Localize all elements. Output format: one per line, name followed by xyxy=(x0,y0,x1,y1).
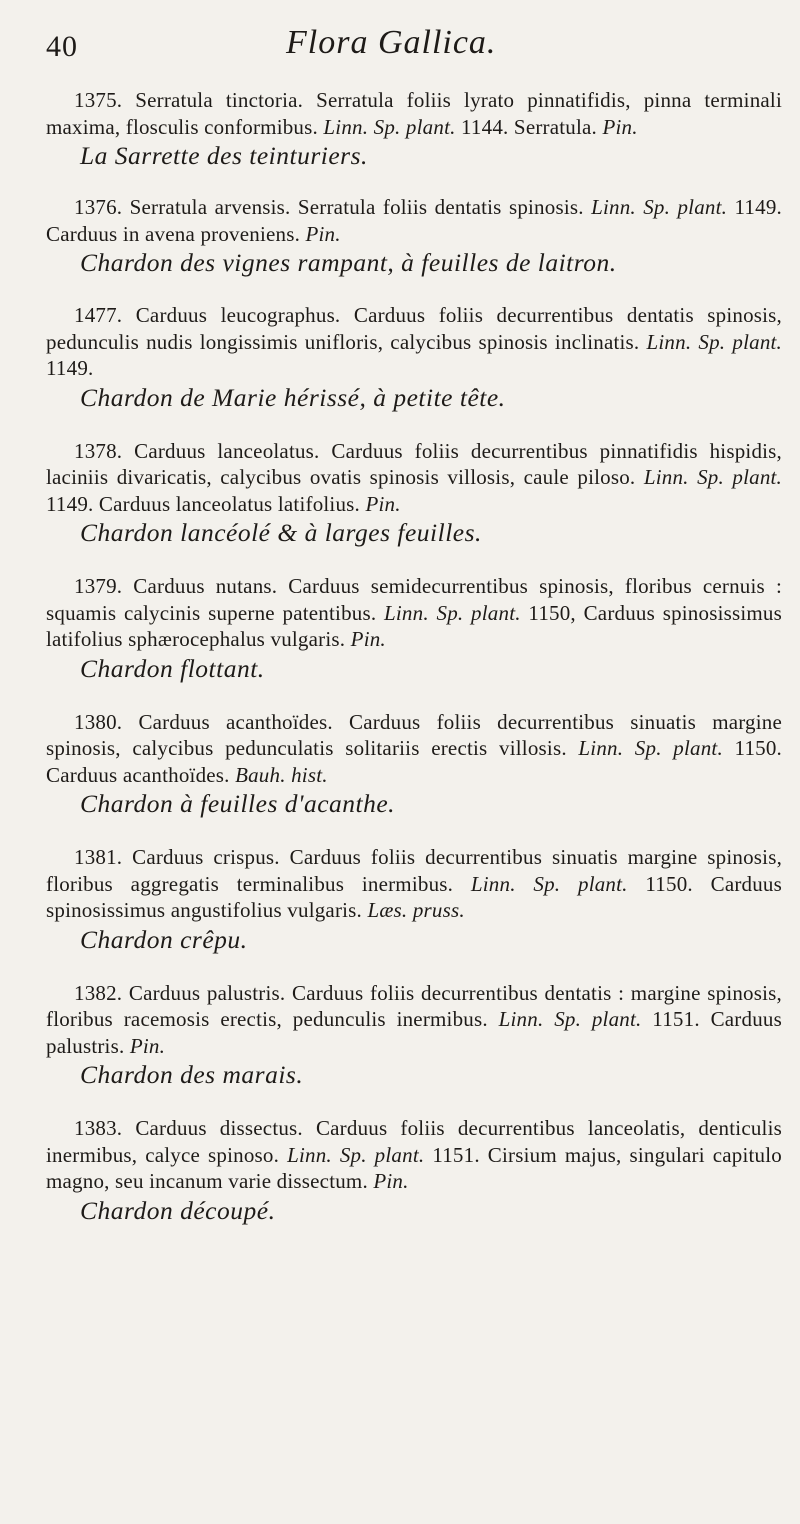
species-name: Carduus lanceolatus. xyxy=(134,438,320,463)
french-common-name: Chardon crêpu. xyxy=(80,924,248,954)
entry-1382 xyxy=(46,980,782,1092)
french-common-name: Chardon des marais. xyxy=(80,1060,304,1089)
entry-latin-text xyxy=(46,709,782,789)
entry-1378 xyxy=(46,438,782,550)
entry-latin-text xyxy=(46,573,782,653)
page-header xyxy=(46,22,782,66)
species-name: Carduus acanthoïdes. xyxy=(138,709,333,734)
species-description: Carduus foliis decurrentibus dentatis spinosis, pedunculis nudis longissimis unifloris, calycibus spinosis inclinatis. xyxy=(46,303,783,354)
reference-tail: 1144. Serratula. xyxy=(461,114,597,139)
author-citation: Læs. pruss. xyxy=(367,898,465,922)
species-description: Carduus foliis decurrentibus dentatis : margine spinosis, floribus racemosis erectis, pedunculis inermibus. xyxy=(46,980,782,1031)
species-name: Serratula arvensis. xyxy=(129,195,291,219)
linnaeus-reference: Linn. Sp. plant. xyxy=(470,871,628,896)
reference-tail: 1151. Carduus palustris. xyxy=(46,1007,782,1058)
author-citation: Pin. xyxy=(129,1033,166,1058)
species-description: Carduus foliis decurrentibus sinuatis margine spinosis, floribus aggregatis terminalibus inermibus. xyxy=(46,845,783,896)
reference-tail: 1150. Carduus spinosissimus angustifolius vulgaris. xyxy=(46,871,783,922)
reference-tail: 1150. Carduus acanthoïdes. xyxy=(46,736,783,787)
french-common-name: Chardon flottant. xyxy=(80,653,265,683)
species-description: Carduus foliis decurrentibus sinuatis margine spinosis, calycibus pedunculatis solitariis erectis villosis. xyxy=(46,709,783,760)
entry-latin-text xyxy=(46,980,782,1060)
species-name: Carduus crispus. xyxy=(132,845,280,869)
entry-1379 xyxy=(46,573,782,685)
linnaeus-reference: Linn. Sp. plant. xyxy=(591,195,728,219)
reference-tail: 1149. Carduus in avena proveniens. xyxy=(46,195,782,246)
french-common-name: Chardon à feuilles d'acanthe. xyxy=(80,789,396,818)
species-description: Carduus foliis decurrentibus pinnatifidis hispidis, laciniis divaricatis, calycibus ovatis spinosis villosis, caule piloso. xyxy=(46,438,782,489)
species-name: Carduus leucographus. xyxy=(135,303,341,327)
species-description: Serratula foliis lyrato pinnatifidis, pinna terminali maxima, flosculis conformibus. xyxy=(46,88,782,139)
linnaeus-reference: Linn. Sp. plant. xyxy=(323,114,456,139)
entry-number: 1381. xyxy=(74,845,123,869)
french-common-name: La Sarrette des teinturiers. xyxy=(80,141,368,170)
reference-tail: 1149. Carduus lanceolatus latifolius. xyxy=(46,491,360,516)
species-name: Carduus dissectus. xyxy=(135,1116,303,1140)
author-citation: Pin. xyxy=(373,1169,409,1193)
reference-tail: 1150, Carduus spinosissimus latifolius sphærocephalus vulgaris. xyxy=(46,600,782,651)
entry-latin-text xyxy=(46,438,782,518)
entry-latin-text xyxy=(46,1115,782,1195)
author-citation: Pin. xyxy=(350,627,386,651)
french-common-name: Chardon de Marie hérissé, à petite tête. xyxy=(80,382,506,412)
entry-number: 1380. xyxy=(74,709,123,734)
french-common-name: Chardon lancéolé & à larges feuilles. xyxy=(80,518,482,547)
entry-number: 1376. xyxy=(74,195,123,219)
linnaeus-reference: Linn. Sp. plant. xyxy=(578,736,723,760)
entry-latin-text xyxy=(46,87,782,140)
entry-1381 xyxy=(46,844,782,956)
entry-1375 xyxy=(46,87,782,172)
entry-1380 xyxy=(46,709,782,821)
linnaeus-reference: Linn. Sp. plant. xyxy=(287,1142,425,1167)
running-title: Flora Gallica. xyxy=(286,24,497,61)
french-common-name: Chardon découpé. xyxy=(80,1195,276,1225)
entry-1376 xyxy=(46,194,782,279)
linnaeus-reference: Linn. Sp. plant. xyxy=(384,600,521,625)
page-number: 40 xyxy=(46,30,78,63)
author-citation: Pin. xyxy=(365,491,401,516)
reference-tail: 1151. Cirsium majus, singulari capitulo magno, seu incanum varie dissectum. xyxy=(46,1142,782,1193)
entry-latin-text xyxy=(46,194,782,247)
reference-tail: 1149. xyxy=(46,356,94,380)
species-description: Carduus semidecurrentibus spinosis, floribus cernuis : squamis calycinis superne patentibus. xyxy=(46,574,782,625)
linnaeus-reference: Linn. Sp. plant. xyxy=(646,329,782,354)
species-name: Carduus palustris. xyxy=(128,980,286,1005)
entry-number: 1383. xyxy=(74,1116,123,1140)
species-description: Serratula foliis dentatis spinosis. xyxy=(297,195,584,219)
entry-number: 1382. xyxy=(74,980,123,1005)
author-citation: Pin. xyxy=(602,114,638,139)
french-common-name: Chardon des vignes rampant, à feuilles de laitron. xyxy=(80,248,617,277)
linnaeus-reference: Linn. Sp. plant. xyxy=(498,1007,642,1031)
entry-number: 1375. xyxy=(74,88,123,112)
species-name: Serratula tinctoria. xyxy=(135,88,304,112)
author-citation: Pin. xyxy=(305,221,341,246)
entry-1477 xyxy=(46,302,782,414)
species-description: Carduus foliis decurrentibus lanceolatis, denticulis inermibus, calyce spinoso. xyxy=(46,1116,782,1167)
entry-1383 xyxy=(46,1115,782,1227)
species-name: Carduus nutans. xyxy=(133,574,278,598)
entry-number: 1378. xyxy=(74,438,123,463)
linnaeus-reference: Linn. Sp. plant. xyxy=(643,465,782,489)
entry-number: 1477. xyxy=(74,303,123,327)
entry-latin-text xyxy=(46,844,782,924)
entry-latin-text xyxy=(46,302,782,382)
author-citation: Bauh. hist. xyxy=(235,762,328,787)
entry-number: 1379. xyxy=(74,574,123,598)
